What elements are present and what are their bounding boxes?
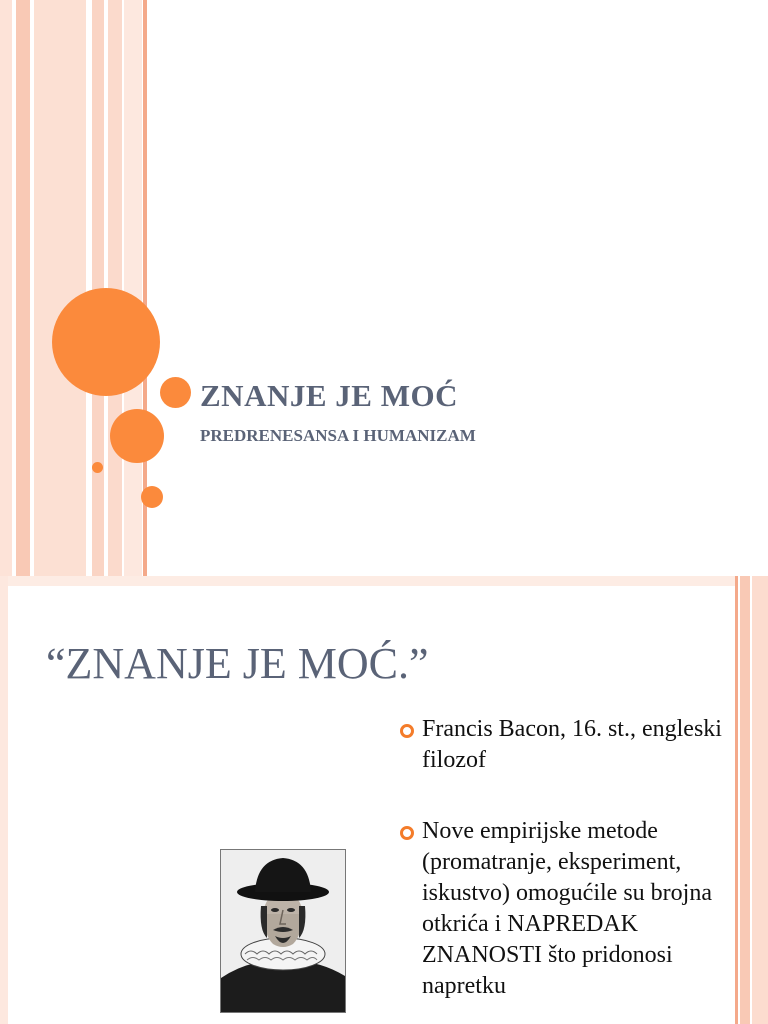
francis-bacon-portrait [220, 849, 346, 1013]
circle-bullet-icon [400, 724, 414, 738]
decorative-circle-medium [110, 409, 164, 463]
decorative-circle-small [141, 486, 163, 508]
bullet-list [398, 714, 728, 1024]
list-item [398, 816, 728, 1002]
decorative-stripe [34, 0, 86, 576]
decorative-band [0, 576, 8, 1024]
list-item [398, 714, 728, 776]
content-slide [0, 576, 768, 1024]
decorative-stripe [735, 576, 738, 1024]
slide-subtitle: PREDRENESANSA I HUMANIZAM [200, 426, 476, 445]
circle-bullet-icon [400, 826, 414, 840]
decorative-stripe [740, 576, 750, 1024]
decorative-stripe [124, 0, 142, 576]
decorative-stripe [752, 576, 768, 1024]
decorative-stripe [16, 0, 30, 576]
decorative-band [0, 576, 735, 586]
bullet-text: Francis Bacon, 16. st., engleski filozof [422, 716, 722, 773]
slide-title: “ZNANJE JE MOĆ.” [46, 639, 429, 688]
decorative-circle-small [160, 377, 191, 408]
decorative-circle-large [52, 288, 160, 396]
slide-title: ZNANJE JE MOĆ [200, 378, 458, 413]
decorative-stripe [0, 0, 12, 576]
decorative-circle-tiny [92, 462, 103, 473]
bullet-text: Nove empirijske metode (promatranje, eksperiment, iskustvo) omogućile su brojna otkrića i NAPREDAK ZNANOSTI što pridonosi napretku [422, 818, 712, 999]
